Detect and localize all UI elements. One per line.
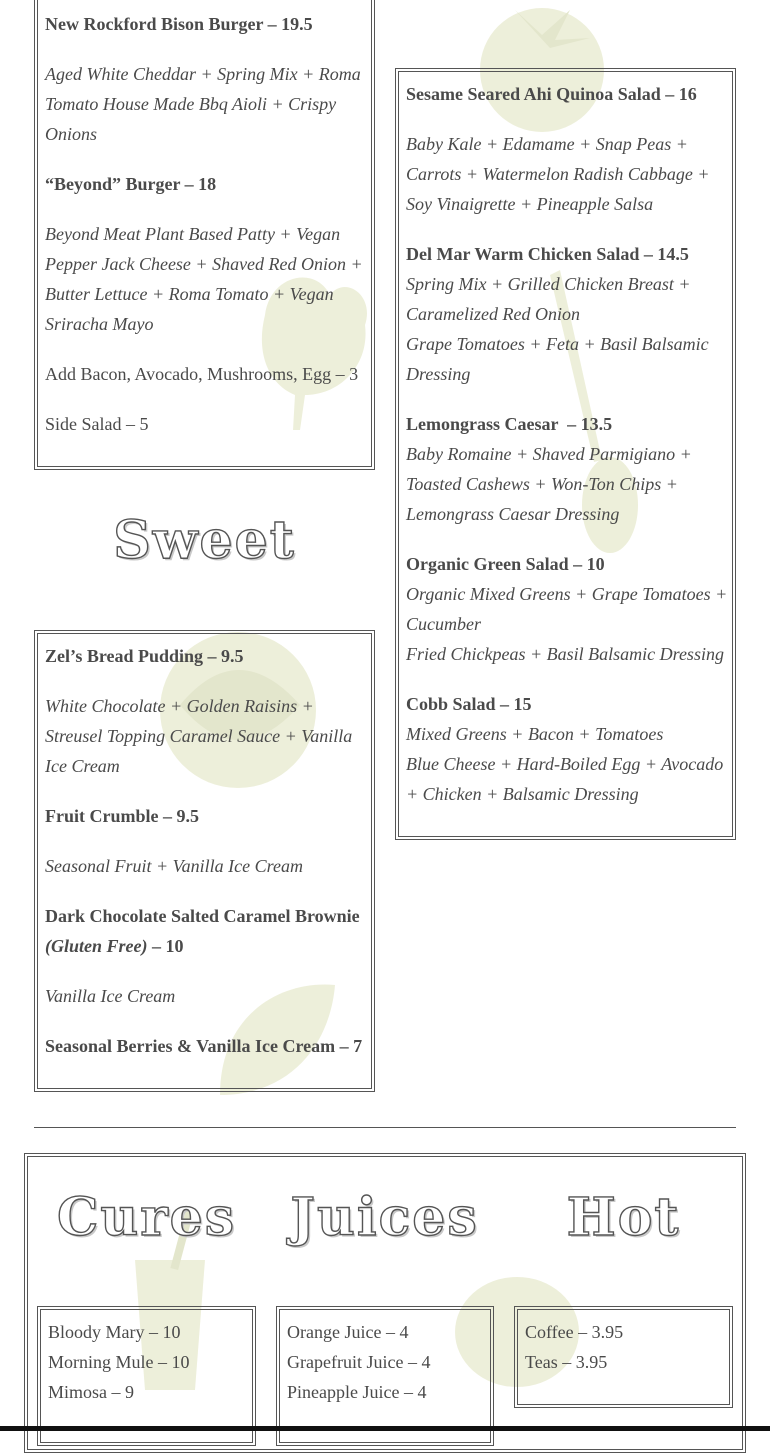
menu-item-name: Dark Chocolate Salted Caramel Brownie (Gluten Free) – 10 [45,906,360,956]
menu-item-description: Organic Mixed Greens + Grape Tomatoes + Cucumber [406,584,728,634]
menu-item-name: Fruit Crumble – 9.5 [45,806,199,826]
juices-heading: Juices [290,1187,479,1248]
menu-item-name: Cobb Salad – 15 [406,694,532,714]
menu-item-name: Sesame Seared Ahi Quinoa Salad – 16 [406,84,697,104]
menu-item-description: White Chocolate + Golden Raisins + Streusel Topping Caramel Sauce + Vanilla Ice Cream [45,696,353,776]
menu-item-description: Blue Cheese + Hard-Boiled Egg + Avocado + Chicken + Balsamic Dressing [406,754,724,804]
section-divider [34,1127,736,1128]
menu-item-name: Organic Green Salad – 10 [406,554,605,574]
sweet-heading: Sweet [113,510,296,571]
menu-item-name: Lemongrass Caesar – 13.5 [406,414,613,434]
menu-item-name: “Beyond” Burger – 18 [45,174,217,194]
hot-list [525,1317,725,1377]
cures-list [48,1317,248,1407]
menu-item-description: Beyond Meat Plant Based Patty + Vegan Pepper Jack Cheese + Shaved Red Onion + Butter Lettuce + Roma Tomato + Vegan Sriracha Mayo [45,224,363,334]
addon-line: Add Bacon, Avocado, Mushrooms, Egg – 3 [45,364,359,384]
menu-item-description: Baby Kale + Edamame + Snap Peas + Carrots + Watermelon Radish Cabbage + Soy Vinaigrette + Pineapple Salsa [406,134,710,214]
drink-item: Grapefruit Juice – 4 [287,1352,431,1372]
menu-item-name: Del Mar Warm Chicken Salad – 14.5 [406,244,689,264]
menu-item-description: Seasonal Fruit + Vanilla Ice Cream [45,856,303,876]
cures-heading: Cures [57,1187,236,1248]
drink-item: Bloody Mary – 10 [48,1322,181,1342]
bottom-edge-bar [0,1426,770,1431]
menu-item-description: Vanilla Ice Cream [45,986,176,1006]
menu-item-name: New Rockford Bison Burger – 19.5 [45,14,313,34]
side-salad-line: Side Salad – 5 [45,414,149,434]
menu-item-description: Spring Mix + Grilled Chicken Breast + Caramelized Red Onion [406,274,691,324]
drink-item: Teas – 3.95 [525,1352,608,1372]
drink-item: Coffee – 3.95 [525,1322,624,1342]
drink-item: Pineapple Juice – 4 [287,1382,427,1402]
drink-item: Mimosa – 9 [48,1382,135,1402]
menu-item-description: Aged White Cheddar + Spring Mix + Roma Tomato House Made Bbq Aioli + Crispy Onions [45,64,361,144]
menu-item-name: Seasonal Berries & Vanilla Ice Cream – 7 [45,1036,363,1056]
drink-item: Orange Juice – 4 [287,1322,409,1342]
drink-item: Morning Mule – 10 [48,1352,190,1372]
menu-item-description: Baby Romaine + Shaved Parmigiano + Toasted Cashews + Won-Ton Chips + Lemongrass Caesar Dressing [406,444,692,524]
sweet-list [45,641,367,1061]
menu-item-name: Zel’s Bread Pudding – 9.5 [45,646,244,666]
menu-item-description: Grape Tomatoes + Feta + Basil Balsamic Dressing [406,334,709,384]
menu-item-description: Mixed Greens + Bacon + Tomatoes [406,724,664,744]
hot-heading: Hot [566,1187,681,1248]
salads-list [406,79,730,809]
menu-item-description: Fried Chickpeas + Basil Balsamic Dressing [406,644,724,664]
juices-list [287,1317,487,1407]
gluten-free-note: (Gluten Free) [45,936,148,956]
burgers-list [45,9,367,439]
